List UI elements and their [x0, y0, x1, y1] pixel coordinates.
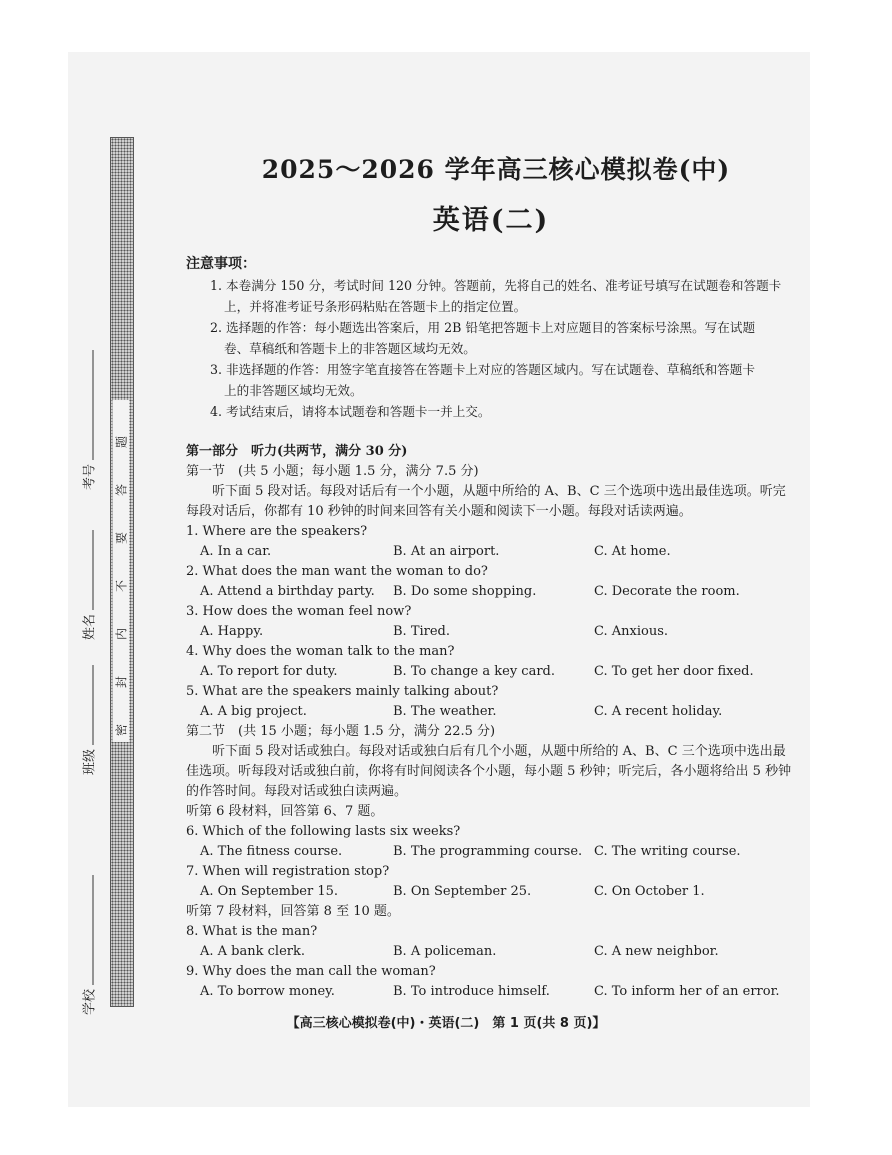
option-c: C. Anxious.: [594, 624, 669, 639]
option-c: C. A new neighbor.: [594, 944, 719, 959]
class-blank: [83, 665, 94, 745]
option-a: A. To report for duty.: [200, 664, 338, 679]
option-c: C. At home.: [594, 544, 671, 559]
notice-item: 3. 非选择题的作答：用签字笔直接答在答题卡上对应的答题区域内。写在试题卷、草稿纸和答题卡: [210, 362, 755, 377]
notice-item: 上，并将准考证号条形码粘贴在答题卡上的指定位置。: [224, 299, 527, 314]
question: 7. When will registration stop?: [186, 864, 390, 879]
main-content: [186, 150, 796, 1002]
section2-instruction: 的作答时间。每段对话或独白读两遍。: [186, 784, 408, 799]
option-b: B. To change a key card.: [393, 664, 555, 679]
options-row: [186, 982, 796, 1002]
question: 1. Where are the speakers?: [186, 524, 368, 539]
binding-warning: 密封内不要答题: [113, 400, 130, 742]
section2-instruction: 佳选项。听每段对话或独白前，你将有时间阅读各个小题，每小题 5 秒钟；听完后，各小题将给出 5 秒钟: [186, 764, 792, 779]
material-note: 听第 7 段材料，回答第 8 至 10 题。: [186, 904, 400, 919]
notice-item: 1. 本卷满分 150 分，考试时间 120 分钟。答题前，先将自己的姓名、准考证号填写在试题卷和答题卡: [210, 278, 782, 293]
section1-heading: 第一节 (共 5 小题；每小题 1.5 分，满分 7.5 分): [186, 464, 479, 479]
section2-instruction: 听下面 5 段对话或独白。每段对话或独白后有几个小题，从题中所给的 A、B、C 三个选项中选出最: [212, 744, 786, 759]
options-row: [186, 702, 796, 722]
name-blank: [83, 530, 94, 610]
option-b: B. Do some shopping.: [393, 584, 537, 599]
options-row: [186, 582, 796, 602]
option-a: A. A big project.: [200, 704, 307, 719]
option-a: A. On September 15.: [200, 884, 339, 899]
section2-heading: 第二节 (共 15 小题；每小题 1.5 分，满分 22.5 分): [186, 724, 496, 739]
notice-list: [186, 275, 796, 422]
option-b: B. To introduce himself.: [393, 984, 550, 999]
option-b: B. On September 25.: [393, 884, 532, 899]
option-c: C. On October 1.: [594, 884, 705, 899]
option-a: A. A bank clerk.: [200, 944, 305, 959]
exam-number-blank: [83, 350, 94, 460]
question: 8. What is the man?: [186, 924, 318, 939]
option-c: C. Decorate the room.: [594, 584, 740, 599]
option-c: C. A recent holiday.: [594, 704, 723, 719]
page-subtitle: 英语(二): [432, 205, 550, 236]
notice-heading: 注意事项：: [186, 256, 256, 272]
option-c: C. To inform her of an error.: [594, 984, 780, 999]
school-field: 学校: [79, 875, 98, 1015]
option-a: A. The fitness course.: [200, 844, 343, 859]
question: 4. Why does the woman talk to the man?: [186, 644, 455, 659]
notice-item: 2. 选择题的作答：每小题选出答案后，用 2B 铅笔把答题卡上对应题目的答案标号涂黑。写在试题: [210, 320, 756, 335]
question: 2. What does the man want the woman to do?: [186, 564, 488, 579]
section1-instruction: 听下面 5 段对话。每段对话后有一个小题，从题中所给的 A、B、C 三个选项中选出最佳选项。听完: [212, 484, 786, 499]
question: 6. Which of the following lasts six weeks?: [186, 824, 461, 839]
notice-item: 卷、草稿纸和答题卡上的非答题区域均无效。: [224, 341, 476, 356]
option-a: A. To borrow money.: [200, 984, 335, 999]
school-blank: [83, 875, 94, 985]
option-c: C. To get her door fixed.: [594, 664, 754, 679]
exam-number-field: 考号: [79, 350, 98, 490]
option-b: B. Tired.: [393, 624, 451, 639]
class-field: 班级: [79, 665, 98, 775]
notice-item: 4. 考试结束后，请将本试题卷和答题卡一并上交。: [210, 404, 491, 419]
options-row: [186, 842, 796, 862]
page-title: 2025～2026 学年高三核心模拟卷(中): [261, 155, 731, 184]
page-footer: 【高三核心模拟卷(中)・英语(二) 第 1 页(共 8 页)】: [286, 1016, 606, 1031]
option-b: B. The programming course.: [393, 844, 583, 859]
name-field: 姓名: [79, 530, 98, 640]
option-c: C. The writing course.: [594, 844, 741, 859]
section1-instruction: 每段对话后，你都有 10 秒钟的时间来回答有关小题和阅读下一小题。每段对话读两遍。: [186, 504, 692, 519]
option-a: A. Happy.: [200, 624, 264, 639]
options-row: [186, 882, 796, 902]
option-b: B. The weather.: [393, 704, 497, 719]
option-a: A. Attend a birthday party.: [200, 584, 375, 599]
options-row: [186, 662, 796, 682]
question: 3. How does the woman feel now?: [186, 604, 412, 619]
question: 9. Why does the man call the woman?: [186, 964, 436, 979]
part1-heading: 第一部分 听力(共两节，满分 30 分): [186, 444, 408, 459]
options-row: [186, 542, 796, 562]
material-note: 听第 6 段材料，回答第 6、7 题。: [186, 804, 384, 819]
option-b: B. A policeman.: [393, 944, 497, 959]
notice-item: 上的非答题区域均无效。: [224, 383, 363, 398]
question: 5. What are the speakers mainly talking about?: [186, 684, 499, 699]
options-row: [186, 942, 796, 962]
option-b: B. At an airport.: [393, 544, 500, 559]
option-a: A. In a car.: [200, 544, 272, 559]
options-row: [186, 622, 796, 642]
